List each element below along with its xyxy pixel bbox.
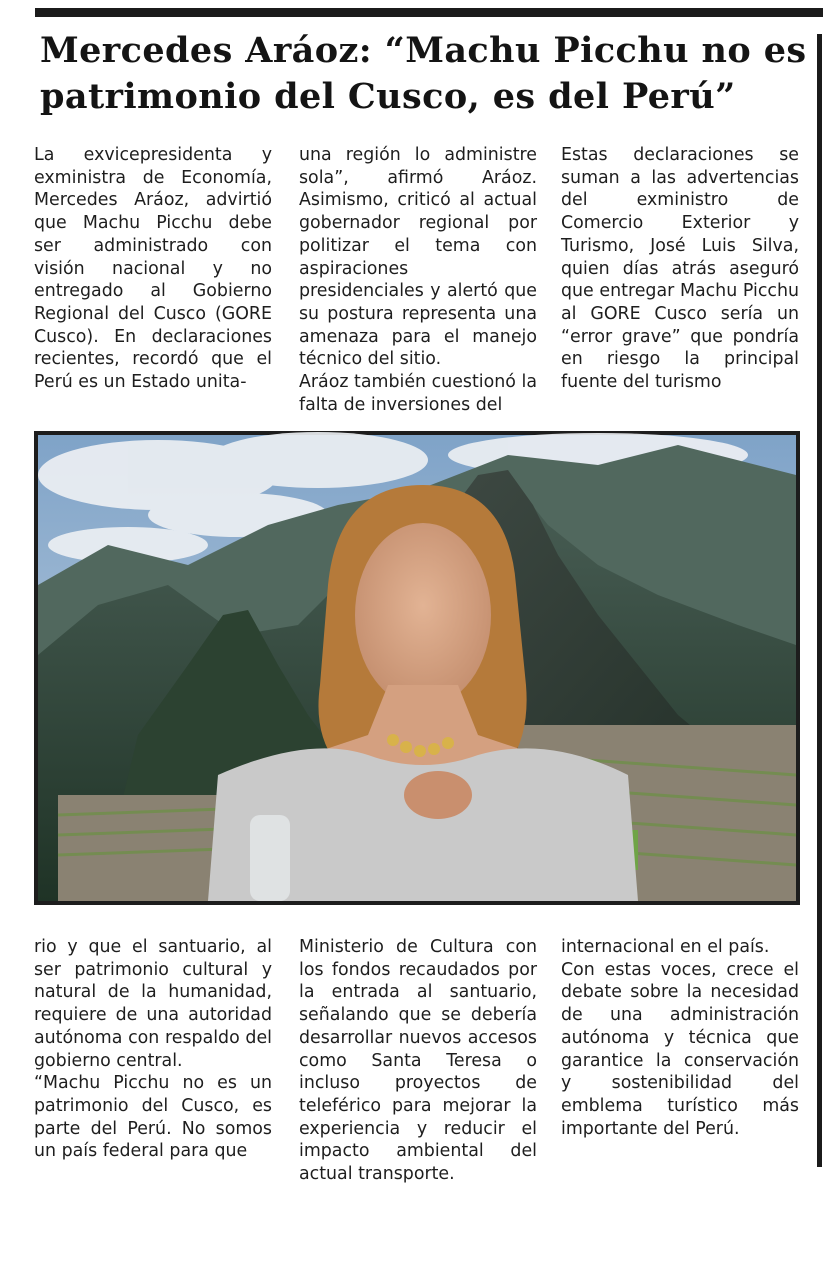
column-3-bottom: [561, 936, 799, 1196]
face: [355, 523, 491, 707]
hand: [404, 771, 472, 819]
column-1-top: [34, 144, 272, 394]
column-2-bottom: [299, 936, 537, 1196]
top-rule: [35, 8, 823, 17]
paragraph: internacional en el país.: [561, 937, 770, 957]
photo-illustration: [38, 435, 796, 901]
paragraph: La exvicepresidenta y exministra de Economía, Mercedes Aráoz, advirtió que Machu Picchu debe ser administrado con visión nacional y no entregado al Gobierno Regional del Cusco (GORE Cusco). En declaraciones recientes, recordó que el Perú es un Estado unita-: [34, 145, 272, 393]
column-3-top: [561, 144, 799, 394]
paragraph: “Machu Picchu no es un patrimonio del Cusco, es parte del Perú. No somos un país federal para que: [34, 1073, 272, 1162]
paragraph: una región lo administre sola”, afirmó Aráoz. Asimismo, criticó al actual gobernador regional por politizar el tema con aspiraciones presidenciales y alertó que su postura representa una amenaza para el manejo técnico del sitio.: [299, 145, 537, 370]
column-1-bottom: [34, 936, 272, 1196]
column-2-top: [299, 144, 537, 415]
paragraph: Estas declaraciones se suman a las advertencias del exministro de Comercio Exterior y Turismo, José Luis Silva, quien días atrás aseguró que entregar Machu Picchu al GORE Cusco sería un “error grave” que pondría en riesgo la principal fuente del turismo: [561, 145, 799, 393]
right-rule: [817, 34, 822, 1167]
headline: Mercedes Aráoz: “Machu Picchu no es patrimonio del Cusco, es del Perú”: [40, 30, 807, 117]
paragraph: Ministerio de Cultura con los fondos recaudados por la entrada al santuario, señalando que se debería desarrollar nuevos accesos como Santa Teresa o incluso proyectos de teleférico para mejorar la experiencia y reducir el impacto ambiental del actual transporte.: [299, 937, 537, 1185]
water-bottle: [250, 815, 290, 901]
article-photo: [34, 431, 800, 905]
paragraph: rio y que el santuario, al ser patrimonio cultural y natural de la humanidad, requiere de una autoridad autónoma con respaldo del gobierno central.: [34, 937, 272, 1071]
paragraph: Aráoz también cuestionó la falta de inversiones del: [299, 372, 537, 415]
paragraph: Con estas voces, crece el debate sobre la necesidad de una administración autónoma y técnica que garantice la conservación y sostenibilidad del emblema turístico más importante del Perú.: [561, 959, 799, 1139]
